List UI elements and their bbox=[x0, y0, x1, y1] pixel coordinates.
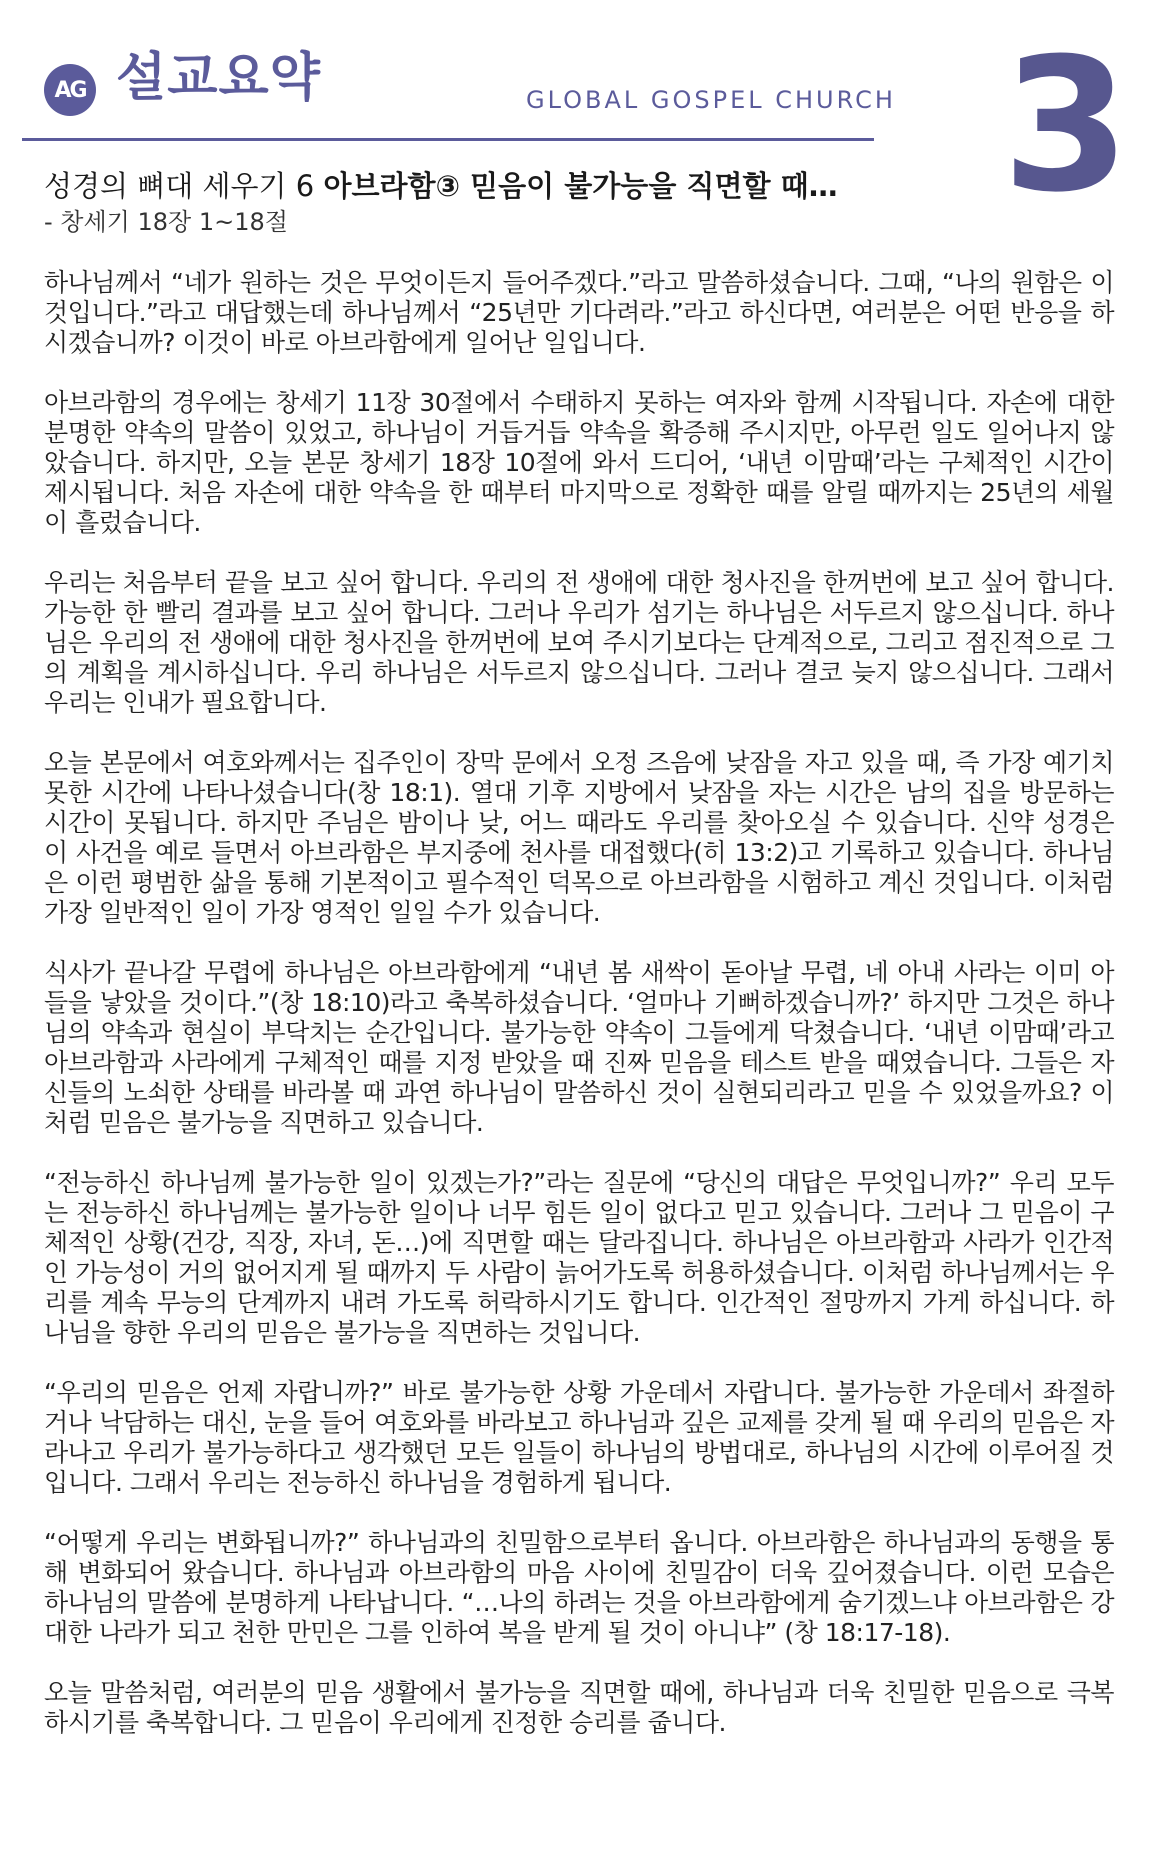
paragraph: “우리의 믿음은 언제 자랍니까?” 바로 불가능한 상황 가운데서 자랍니다. 불가능한 가운데서 좌절하거나 낙담하는 대신, 눈을 들어 여호와를 바라보고 하나님과 깊은 교제를 갖게 될 때 우리의 믿음은 자라나고 우리가 불가능하다고 생각했던 모든 일들이 하나님의 방법대로, 하나님의 시간에 이루어질 것입니다. 그래서 우리는 전능하신 하나님을 경험하게 됩니다. bbox=[44, 1378, 1114, 1497]
page-title: 설교요약 bbox=[116, 48, 321, 108]
paragraph: “어떻게 우리는 변화됩니까?” 하나님과의 친밀함으로부터 옵니다. 아브라함은 하나님과의 동행을 통해 변화되어 왔습니다. 하나님과 아브라함의 마음 사이에 친밀감이 더욱 깊어졌습니다. 이런 모습은 하나님의 말씀에 분명하게 나타납니다. “…나의 하려는 것을 아브라함에게 숨기겠느냐 아브라함은 강대한 나라가 되고 천한 만민은 그를 인하여 복을 받게 될 것이 아니냐” (창 18:17-18). bbox=[44, 1528, 1114, 1647]
header-divider bbox=[22, 138, 874, 141]
paragraph: 우리는 처음부터 끝을 보고 싶어 합니다. 우리의 전 생애에 대한 청사진을 한꺼번에 보고 싶어 합니다. 가능한 한 빨리 결과를 보고 싶어 합니다. 그러나 우리가 섬기는 하나님은 서두르지 않으십니다. 하나님은 우리의 전 생애에 대한 청사진을 한꺼번에 보여 주시기보다는 단계적으로, 그리고 점진적으로 그의 계획을 계시하십니다. 우리 하나님은 서두르지 않으십니다. 그러나 결코 늦지 않으십니다. 그래서 우리는 인내가 필요합니다. bbox=[44, 568, 1114, 717]
paragraph: “전능하신 하나님께 불가능한 일이 있겠는가?”라는 질문에 “당신의 대답은 무엇입니까?” 우리 모두는 전능하신 하나님께는 불가능한 일이나 너무 힘든 일이 없다고 믿고 있습니다. 그러나 그 믿음이 구체적인 상황(건강, 직장, 자녀, 돈…)에 직면할 때는 달라집니다. 하나님은 아브라함과 사라가 인간적인 가능성이 거의 없어지게 될 때까지 두 사람이 늙어가도록 허용하셨습니다. 이처럼 하나님께서는 우리를 계속 무능의 단계까지 내려 가도록 허락하시기도 합니다. 인간적인 절망까지 가게 하십니다. 하나님을 향한 우리의 믿음은 불가능을 직면하는 것입니다. bbox=[44, 1168, 1114, 1347]
paragraph: 오늘 말씀처럼, 여러분의 믿음 생활에서 불가능을 직면할 때에, 하나님과 더욱 친밀한 믿음으로 극복하시기를 축복합니다. 그 믿음이 우리에게 진정한 승리를 줍니다. bbox=[44, 1678, 1114, 1737]
paragraph: 아브라함의 경우에는 창세기 11장 30절에서 수태하지 못하는 여자와 함께 시작됩니다. 자손에 대한 분명한 약속의 말씀이 있었고, 하나님이 거듭거듭 약속을 확증해 주시지만, 아무런 일도 일어나지 않았습니다. 하지만, 오늘 본문 창세기 18장 10절에 와서 드디어, ‘내년 이맘때’라는 구체적인 시간이 제시됩니다. 처음 자손에 대한 약속을 한 때부터 마지막으로 정확한 때를 알릴 때까지는 25년의 세월이 흘렀습니다. bbox=[44, 388, 1114, 537]
logo-text: AG bbox=[54, 77, 86, 103]
scripture-reference: - 창세기 18장 1~18절 bbox=[44, 208, 288, 236]
sermon-series: 성경의 뼈대 세우기 6 bbox=[44, 169, 315, 203]
church-name: GLOBAL GOSPEL CHURCH bbox=[526, 86, 896, 114]
sermon-title bbox=[44, 164, 838, 205]
paragraph: 하나님께서 “네가 원하는 것은 무엇이든지 들어주겠다.”라고 말씀하셨습니다. 그때, “나의 원함은 이것입니다.”라고 대답했는데 하나님께서 “25년만 기다려라.”라고 하신다면, 여러분은 어떤 반응을 하시겠습니까? 이것이 바로 아브라함에게 일어난 일입니다. bbox=[44, 268, 1114, 357]
paragraph: 오늘 본문에서 여호와께서는 집주인이 장막 문에서 오정 즈음에 낮잠을 자고 있을 때, 즉 가장 예기치 못한 시간에 나타나셨습니다(창 18:1). 열대 기후 지방에서 낮잠을 자는 시간은 남의 집을 방문하는 시간이 못됩니다. 하지만 주님은 밤이나 낮, 어느 때라도 우리를 찾아오실 수 있습니다. 신약 성경은 이 사건을 예로 들면서 아브라함은 부지중에 천사를 대접했다(히 13:2)고 기록하고 있습니다. 하나님은 이런 평범한 삶을 통해 기본적이고 필수적인 덕목으로 아브라함을 시험하고 계신 것입니다. 이처럼 가장 일반적인 일이 가장 영적인 일일 수가 있습니다. bbox=[44, 748, 1114, 927]
church-logo bbox=[44, 64, 96, 116]
issue-number: 3 bbox=[1002, 19, 1131, 233]
sermon-main-title: 아브라함③ 믿음이 불가능을 직면할 때… bbox=[323, 169, 838, 203]
paragraph: 식사가 끝나갈 무렵에 하나님은 아브라함에게 “내년 봄 새싹이 돋아날 무렵, 네 아내 사라는 이미 아들을 낳았을 것이다.”(창 18:10)라고 축복하셨습니다. ‘얼마나 기뻐하겠습니까?’ 하지만 그것은 하나님의 약속과 현실이 부닥치는 순간입니다. 불가능한 약속이 그들에게 닥쳤습니다. ‘내년 이맘때’라고 아브라함과 사라에게 구체적인 때를 지정 받았을 때 진짜 믿음을 테스트 받을 때였습니다. 그들은 자신들의 노쇠한 상태를 바라볼 때 과연 하나님이 말씀하신 것이 실현되리라고 믿을 수 있었을까요? 이처럼 믿음은 불가능을 직면하고 있습니다. bbox=[44, 958, 1114, 1137]
sermon-body bbox=[44, 268, 1114, 1768]
